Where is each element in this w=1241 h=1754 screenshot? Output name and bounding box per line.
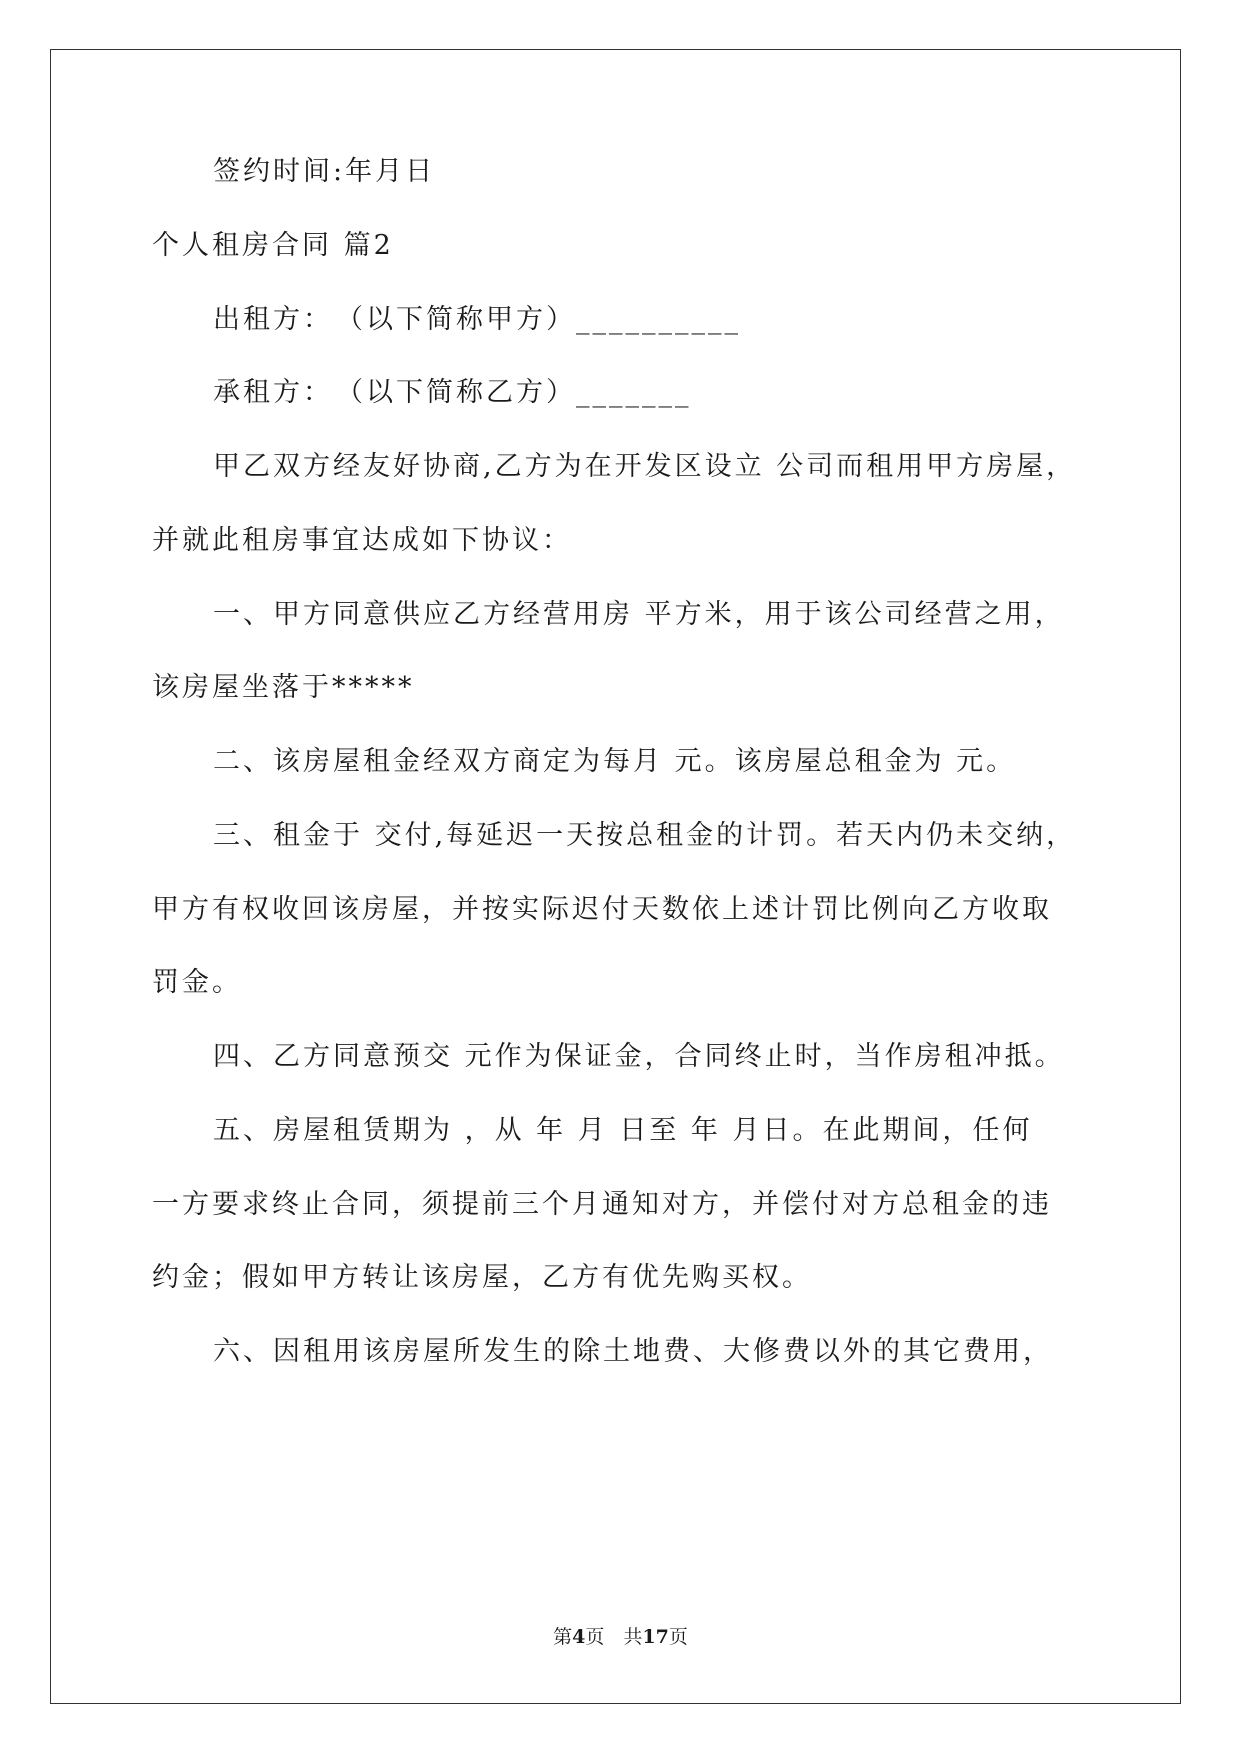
paragraph-line: 并就此租房事宜达成如下协议：: [152, 525, 572, 556]
clause-5-line: 一方要求终止合同，须提前三个月通知对方，并偿付对方总租金的违: [152, 1189, 1052, 1220]
clause-1-line: 一、甲方同意供应乙方经营用房 平方米，用于该公司经营之用，: [213, 599, 1065, 630]
footer-prefix: 第: [553, 1626, 573, 1648]
paragraph-line: 甲乙双方经友好协商,乙方为在开发区设立 公司而租用甲方房屋，: [213, 451, 1077, 482]
total-page-number: 17: [642, 1626, 669, 1648]
footer-suffix: 页: [668, 1626, 688, 1648]
clause-5-line: 五、房屋租赁期为 ，从 年 月 日至 年 月日。在此期间，任何: [213, 1115, 1033, 1146]
clause-6-line: 六、因租用该房屋所发生的除土地费、大修费以外的其它费用，: [213, 1336, 1053, 1367]
current-page-number: 4: [572, 1626, 586, 1648]
lessee-line: 承租方： （以下简称乙方）_______: [213, 377, 692, 408]
clause-5-line: 约金；假如甲方转让该房屋，乙方有优先购买权。: [152, 1262, 812, 1293]
clause-1-line: 该房屋坐落于*****: [152, 672, 415, 703]
lessor-line: 出租方： （以下简称甲方）__________: [213, 304, 741, 335]
clause-4-line: 四、乙方同意预交 元作为保证金，合同终止时，当作房租冲抵。: [213, 1041, 1065, 1072]
footer-middle: 页 共: [585, 1626, 643, 1648]
clause-3-line: 三、租金于 交付,每延迟一天按总租金的计罚。若天内仍未交纳，: [213, 820, 1077, 851]
clause-3-line: 罚金。: [152, 967, 242, 998]
signing-date-line: 签约时间:年月日: [213, 156, 436, 187]
page-footer: [0, 1622, 1241, 1649]
page-border: [50, 49, 1181, 1704]
clause-3-line: 甲方有权收回该房屋，并按实际迟付天数依上述计罚比例向乙方收取: [152, 894, 1052, 925]
section-heading: 个人租房合同 篇2: [152, 230, 394, 261]
clause-2-line: 二、该房屋租金经双方商定为每月 元。该房屋总租金为 元。: [213, 746, 1017, 777]
